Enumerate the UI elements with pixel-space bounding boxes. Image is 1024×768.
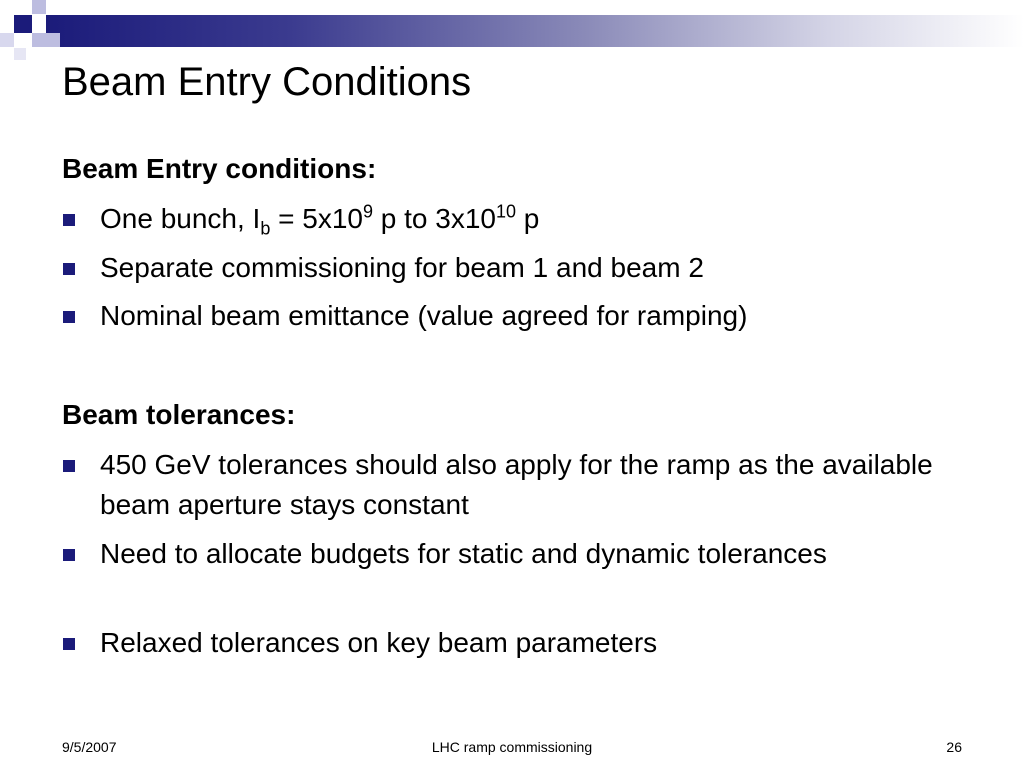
- bullet-text: Separate commissioning for beam 1 and beam 2: [100, 252, 704, 283]
- bullet-text: One bunch, $I_b = 5x10^9$ p to $3x10^{10}$ p: [100, 201, 540, 239]
- square-bullet-icon: [62, 248, 100, 288]
- decor-square: [32, 33, 46, 47]
- decor-square: [14, 48, 26, 60]
- decor-square: [32, 0, 46, 14]
- bullet-text: Relaxed tolerances on key beam parameters: [100, 627, 658, 658]
- bullet-item: [62, 199, 942, 239]
- decor-square: [14, 15, 32, 33]
- decor-square: [32, 14, 46, 28]
- bullet-item: [62, 534, 942, 574]
- square-bullet-icon: [62, 296, 100, 336]
- slide-title: Beam Entry Conditions: [62, 60, 472, 104]
- decor-square: [0, 33, 14, 47]
- footer-title: LHC ramp commissioning: [431, 739, 593, 755]
- bullet-text: Nominal beam emittance (value agreed for ramping): [100, 300, 748, 331]
- square-bullet-icon: [62, 445, 100, 525]
- bullet-item: [62, 445, 942, 525]
- square-bullet-icon: [62, 623, 100, 663]
- bullet-text: Need to allocate budgets for static and dynamic tolerances: [100, 538, 827, 569]
- footer-date: 9/5/2007: [62, 739, 117, 755]
- section-heading-tolerances: Beam tolerances:: [62, 399, 296, 430]
- section-heading-entry-conditions: Beam Entry conditions:: [62, 153, 377, 184]
- square-bullet-icon: [62, 199, 100, 239]
- bullet-item: [62, 248, 942, 288]
- header-gradient-bar: [46, 15, 1024, 47]
- bullet-text: 450 GeV tolerances should also apply for the ramp as the available beam aperture stays constant: [100, 449, 933, 520]
- footer-page-number: 26: [946, 739, 962, 755]
- decor-square: [46, 33, 60, 47]
- square-bullet-icon: [62, 534, 100, 574]
- bullet-item: [62, 623, 942, 663]
- bullet-item: [62, 296, 942, 336]
